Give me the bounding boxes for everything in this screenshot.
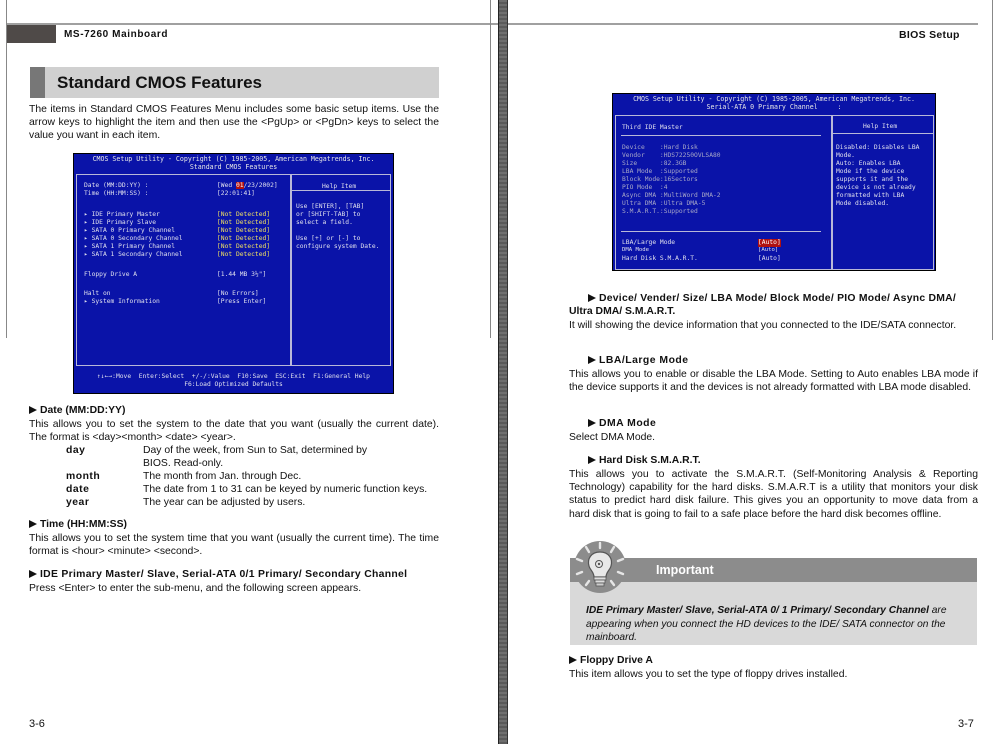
smart-heading bbox=[588, 455, 701, 466]
device-text: It will showing the device information that you connected to the IDE/SATA connector. bbox=[569, 320, 957, 331]
help-line: configure system Date. bbox=[296, 243, 380, 250]
date-heading bbox=[29, 405, 125, 416]
help-line: select a field. bbox=[296, 219, 353, 226]
def-text: The month from Jan. through Dec. bbox=[143, 471, 302, 482]
ide-heading-text: IDE Primary Master/ Slave, Serial-ATA 0/1 Primary/ Secondary Channel bbox=[40, 569, 408, 580]
def-text: The date from 1 to 31 can be keyed by numeric function keys. bbox=[143, 484, 428, 495]
bios-title-line2: Serial-ATA 0 Primary Channel : bbox=[706, 103, 842, 111]
def-row-month bbox=[66, 470, 443, 483]
important-callout bbox=[570, 558, 977, 645]
halt-label[interactable]: Halt on bbox=[84, 290, 111, 297]
device-info-line: LBA Mode :Supported bbox=[622, 168, 698, 175]
help-title: Help Item bbox=[863, 123, 898, 130]
header-block bbox=[7, 25, 56, 43]
time-label: Time (HH:MM:SS) : bbox=[84, 190, 149, 197]
lba-heading bbox=[588, 355, 689, 366]
floppy-heading-text: Floppy Drive A bbox=[580, 655, 653, 666]
help-line: Use [+] or [-] to bbox=[296, 235, 361, 242]
floppy-text: This item allows you to set the type of floppy drives installed. bbox=[569, 669, 848, 680]
intro-text: The items in Standard CMOS Features Menu includes some basic setup items. Use the arrow keys to highlight the item and then use the <PgUp> or <PgDn> keys to select the value you want in each item. bbox=[29, 104, 439, 142]
top-rule bbox=[508, 23, 978, 25]
help-line: device is not already bbox=[836, 184, 916, 191]
date-suffix: /23/2002] bbox=[243, 182, 278, 189]
page-number: 3-7 bbox=[958, 718, 974, 730]
device-info-line: Size :82.3GB bbox=[622, 160, 687, 167]
dma-heading-text: DMA Mode bbox=[599, 418, 657, 429]
ide-text: Press <Enter> to enter the sub-menu, and the following screen appears. bbox=[29, 583, 362, 594]
date-prefix: [Wed bbox=[217, 182, 236, 189]
date-heading-text: Date (MM:DD:YY) bbox=[40, 405, 126, 416]
bullet-arrow-icon bbox=[29, 406, 37, 414]
page-edge bbox=[490, 0, 491, 338]
bios-menu-item[interactable]: ▸ IDE Primary Slave bbox=[84, 219, 157, 226]
bios-screen-standard-cmos bbox=[73, 153, 394, 394]
help-divider bbox=[833, 133, 933, 134]
device-heading-line1: Device/ Vender/ Size/ LBA Mode/ Block Mode/ PIO Mode/ Async DMA/ bbox=[599, 293, 957, 304]
def-row-date bbox=[66, 483, 443, 496]
help-line: Mode. bbox=[836, 152, 855, 159]
option-label[interactable]: DMA Mode bbox=[622, 247, 649, 253]
def-term: month bbox=[66, 471, 101, 482]
bios-screen-sata-channel bbox=[612, 93, 936, 271]
book-spine bbox=[498, 0, 508, 744]
help-line: Mode if the device bbox=[836, 168, 905, 175]
help-line: Auto: Enables LBA bbox=[836, 160, 901, 167]
bios-menu-value: [Not Detected] bbox=[217, 243, 271, 250]
bios-title-line1: CMOS Setup Utility - Copyright (C) 1985-2005, American Megatrends, Inc. bbox=[633, 95, 915, 103]
lba-heading-text: LBA/Large Mode bbox=[599, 355, 689, 366]
halt-value: [No Errors] bbox=[217, 290, 259, 297]
dma-heading bbox=[588, 418, 656, 429]
bios-footer-line1: ↑↓←→:Move Enter:Select +/-/:Value F10:Save ESC:Exit F1:General Help bbox=[97, 373, 370, 380]
device-info-line: Vendor :HDS72250OVLSA80 bbox=[622, 152, 721, 159]
def-text: The year can be adjusted by users. bbox=[143, 497, 306, 508]
running-head: BIOS Setup bbox=[899, 29, 960, 41]
time-heading bbox=[29, 519, 127, 530]
page-number: 3-6 bbox=[29, 718, 45, 730]
bullet-arrow-icon bbox=[29, 570, 37, 578]
ide-heading bbox=[29, 569, 407, 580]
dma-text: Select DMA Mode. bbox=[569, 432, 656, 443]
date-label: Date (MM:DD:YY) : bbox=[84, 182, 149, 189]
bios-menu-value: [Not Detected] bbox=[217, 211, 271, 218]
def-row-day bbox=[66, 444, 443, 470]
device-info-line: Block Mode:16Sectors bbox=[622, 176, 698, 183]
option-label[interactable]: LBA/Large Mode bbox=[622, 239, 676, 246]
page-edge bbox=[992, 0, 993, 340]
smart-heading-text: Hard Disk S.M.A.R.T. bbox=[599, 455, 701, 466]
section-title: Standard CMOS Features bbox=[57, 73, 262, 92]
bios-menu-item[interactable]: ▸ IDE Primary Master bbox=[84, 211, 160, 218]
device-info-line: Device :Hard Disk bbox=[622, 144, 698, 151]
lightbulb-icon bbox=[572, 539, 628, 595]
device-info-line: PIO Mode :4 bbox=[622, 184, 668, 191]
bullet-arrow-icon bbox=[588, 419, 596, 427]
floppy-heading bbox=[569, 655, 653, 666]
time-value[interactable]: [22:01:41] bbox=[217, 190, 255, 197]
bios-footer-line2: F6:Load Optimized Defaults bbox=[184, 381, 283, 388]
def-row-year bbox=[66, 496, 443, 509]
def-term: date bbox=[66, 484, 90, 495]
bios-menu-item[interactable]: ▸ SATA 0 Secondary Channel bbox=[84, 235, 183, 242]
option-value[interactable]: [Auto] bbox=[758, 255, 781, 262]
def-text: Day of the week, from Sun to Sat, determined by BIOS. Read-only. bbox=[143, 445, 368, 469]
bios-menu-item[interactable]: ▸ SATA 1 Primary Channel bbox=[84, 243, 175, 250]
help-line: supports it and the bbox=[836, 176, 909, 183]
bios-menu-value: [Not Detected] bbox=[217, 235, 271, 242]
device-heading bbox=[588, 293, 956, 304]
panel-divider bbox=[621, 135, 821, 136]
bios-menu-item[interactable]: ▸ SATA 1 Secondary Channel bbox=[84, 251, 183, 258]
help-line: Mode disabled. bbox=[836, 200, 890, 207]
bios-title bbox=[74, 154, 393, 171]
help-line: Disabled: Disables LBA bbox=[836, 144, 920, 151]
device-info-line: S.M.A.R.T.:Supported bbox=[622, 208, 698, 215]
option-value[interactable]: [Auto] bbox=[758, 247, 779, 253]
date-highlight[interactable]: 01 bbox=[235, 182, 244, 189]
device-info-line: Ultra DMA :Ultra DMA-5 bbox=[622, 200, 706, 207]
date-text: This allows you to set the system to the date that you want (usually the current date). The format is <day><month> <date> <year>. bbox=[29, 419, 439, 444]
bullet-arrow-icon bbox=[588, 356, 596, 364]
time-text: This allows you to set the system time that you want (usually the current time). The time format is <hour> <minute> <second>. bbox=[29, 533, 439, 558]
def-term: year bbox=[66, 497, 90, 508]
bios-menu-value: [Not Detected] bbox=[217, 219, 271, 226]
bios-menu-value: [Not Detected] bbox=[217, 251, 271, 258]
device-heading-line2: Ultra DMA/ S.M.A.R.T. bbox=[569, 306, 676, 317]
help-line: or [SHIFT-TAB] to bbox=[296, 211, 361, 218]
bullet-arrow-icon bbox=[588, 294, 596, 302]
device-info-line: Async DMA :MultiWord DMA-2 bbox=[622, 192, 721, 199]
important-body bbox=[586, 604, 966, 645]
option-label[interactable]: Hard Disk S.M.A.R.T. bbox=[622, 255, 698, 262]
def-term: day bbox=[66, 445, 86, 456]
help-line: formatted with LBA bbox=[836, 192, 905, 199]
lba-text: This allows you to enable or disable the LBA Mode. Setting to Auto enables LBA mode if the device supports it and the devices is not already formatted with LBA mode disabled. bbox=[569, 369, 978, 394]
top-rule bbox=[7, 23, 498, 25]
bios-menu-item[interactable]: ▸ SATA 0 Primary Channel bbox=[84, 227, 175, 234]
bios-main-panel bbox=[76, 174, 291, 366]
section-title-bar bbox=[30, 67, 439, 98]
section-tab bbox=[30, 67, 45, 98]
bullet-arrow-icon bbox=[569, 656, 577, 664]
page-edge bbox=[6, 0, 7, 338]
section-label: Third IDE Master bbox=[622, 124, 683, 131]
floppy-value: [1.44 MB 3½"] bbox=[217, 271, 267, 278]
important-bold: IDE Primary Master/ Slave, Serial-ATA 0/ 1 Primary/ Secondary Channel bbox=[586, 605, 929, 616]
important-bar bbox=[570, 558, 977, 582]
bullet-arrow-icon bbox=[29, 520, 37, 528]
important-rest: are appearing when you connect the HD devices to the IDE/ SATA connector on the mainboard. bbox=[586, 605, 947, 643]
help-line: Use [ENTER], [TAB] bbox=[296, 203, 365, 210]
panel-divider bbox=[621, 231, 821, 232]
time-heading-text: Time (HH:MM:SS) bbox=[40, 519, 127, 530]
sysinfo-value: [Press Enter] bbox=[217, 298, 267, 305]
smart-text: This allows you to activate the S.M.A.R.T. (Self-Monitoring Analysis & Reporting Technology) capability for the hard disks. S.M.A.R.T is a utility that monitors your disk status to predict hard disk failure. This gives you an opportunity to move data from a hard disk that is going to fail to a safe place before the hard disk becomes offline. bbox=[569, 469, 978, 520]
bullet-arrow-icon bbox=[588, 456, 596, 464]
help-title: Help Item bbox=[322, 183, 357, 190]
running-head: MS-7260 Mainboard bbox=[64, 29, 169, 40]
bios-title bbox=[613, 94, 935, 111]
important-label: Important bbox=[656, 563, 714, 577]
left-page bbox=[0, 0, 498, 744]
floppy-label[interactable]: Floppy Drive A bbox=[84, 271, 138, 278]
sysinfo-label[interactable]: ▸ System Information bbox=[84, 298, 160, 305]
option-value-selected[interactable]: [Auto] bbox=[758, 239, 781, 246]
date-value[interactable] bbox=[217, 182, 278, 190]
bios-menu-value: [Not Detected] bbox=[217, 227, 271, 234]
bios-title-line1: CMOS Setup Utility - Copyright (C) 1985-2005, American Megatrends, Inc. bbox=[92, 155, 375, 163]
bios-title-line2: Standard CMOS Features bbox=[189, 163, 278, 171]
date-field-list bbox=[66, 444, 443, 509]
